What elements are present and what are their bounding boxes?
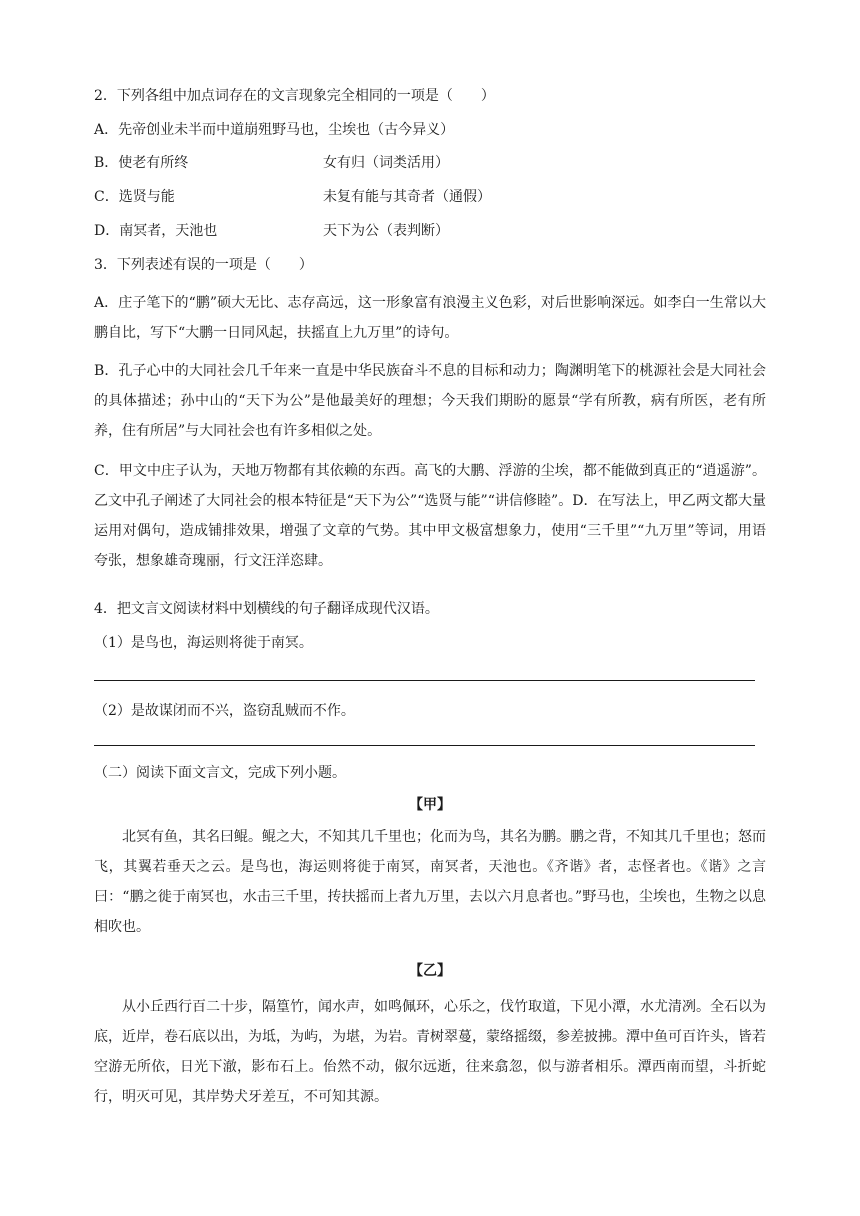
q2-stem: 2．下列各组中加点词存在的文言现象完全相同的一项是（ ） — [94, 88, 495, 104]
q4-item-1: （1）是鸟也，海运则将徙于南冥。 — [94, 635, 313, 651]
q3-stem: 3．下列表述有误的一项是（ ） — [94, 257, 313, 273]
q2-option-b-right: 女有归（词类活用） — [323, 155, 449, 171]
answer-line-1 — [94, 680, 755, 681]
answer-line-2 — [94, 745, 755, 746]
q4-item-2: （2）是故谋闭而不兴，盗窃乱贼而不作。 — [94, 703, 355, 719]
q3-option-b: B．孔子心中的大同社会几千年来一直是中华民族奋斗不息的目标和动力；陶渊明笔下的桃源社会是大同社会的具体描述；孙中山的“天下为公”是他最美好的理想；今天我们期盼的愿景“学有所教，病有所医，老有所养，住有所居”与大同社会也有许多相似之处。 — [94, 363, 766, 439]
section-heading: （二）阅读下面文言文，完成下列小题。 — [94, 765, 346, 781]
q2-option-d-left: D．南冥者，天池也 — [94, 223, 218, 239]
passage-yi-text: 从小丘西行百二十步，隔篁竹，闻水声，如鸣佩环，心乐之，伐竹取道，下见小潭，水尤清冽。全石以为底，近岸，卷石底以出，为坻，为屿，为堪，为岩。青树翠蔓，蒙络摇缀，参差披拂。潭中鱼可百许头，皆若空游无所依，日光下澈，影布石上。佁然不动，俶尔远逝，往来翕忽，似与游者相乐。潭西南而望，斗折蛇行，明灭可见，其岸势犬牙差互，不可知其源。 — [94, 999, 766, 1105]
passage-yi-title: 【乙】 — [409, 963, 451, 979]
q3-option-a: A．庄子笔下的“鹏”硕大无比、志存高远，这一形象富有浪漫主义色彩，对后世影响深远。如李白一生常以大鹏自比，写下“大鹏一日同风起，扶摇直上九万里”的诗句。 — [94, 295, 766, 341]
q2-option-c-right: 未复有能与其奇者（通假） — [323, 189, 491, 205]
passage-jia-title: 【甲】 — [409, 797, 451, 813]
q3-option-cd: C．甲文中庄子认为，天地万物都有其依赖的东西。高飞的大鹏、浮游的尘埃，都不能做到真正的“逍遥游”。乙文中孔子阐述了大同社会的根本特征是“天下为公”“选贤与能”“讲信修睦”。D．在写法上，甲乙两文都大量运用对偶句，造成铺排效果，增强了文章的气势。其中甲文极富想象力，使用“三千里”“九万里”等词，用语夸张，想象雄奇瑰丽，行文汪洋恣肆。 — [94, 463, 766, 569]
passage-jia-text: 北冥有鱼，其名曰鲲。鲲之大，不知其几千里也；化而为鸟，其名为鹏。鹏之背，不知其几千里也；怒而飞，其翼若垂天之云。是鸟也，海运则将徙于南冥，南冥者，天池也。《齐谐》者，志怪者也。《谐》之言曰：“鹏之徙于南冥也，水击三千里，抟扶摇而上者九万里，去以六月息者也。”野马也，尘埃也，生物之以息相吹也。 — [94, 829, 766, 935]
q2-option-a: A．先帝创业未半而中道崩殂野马也，尘埃也（古今异义） — [94, 122, 455, 138]
q4-stem: 4．把文言文阅读材料中划横线的句子翻译成现代汉语。 — [94, 601, 439, 617]
q2-option-b-left: B．使老有所终 — [94, 155, 189, 171]
q2-option-d-right: 天下为公（表判断） — [323, 223, 449, 239]
q2-option-c-left: C．选贤与能 — [94, 189, 175, 205]
